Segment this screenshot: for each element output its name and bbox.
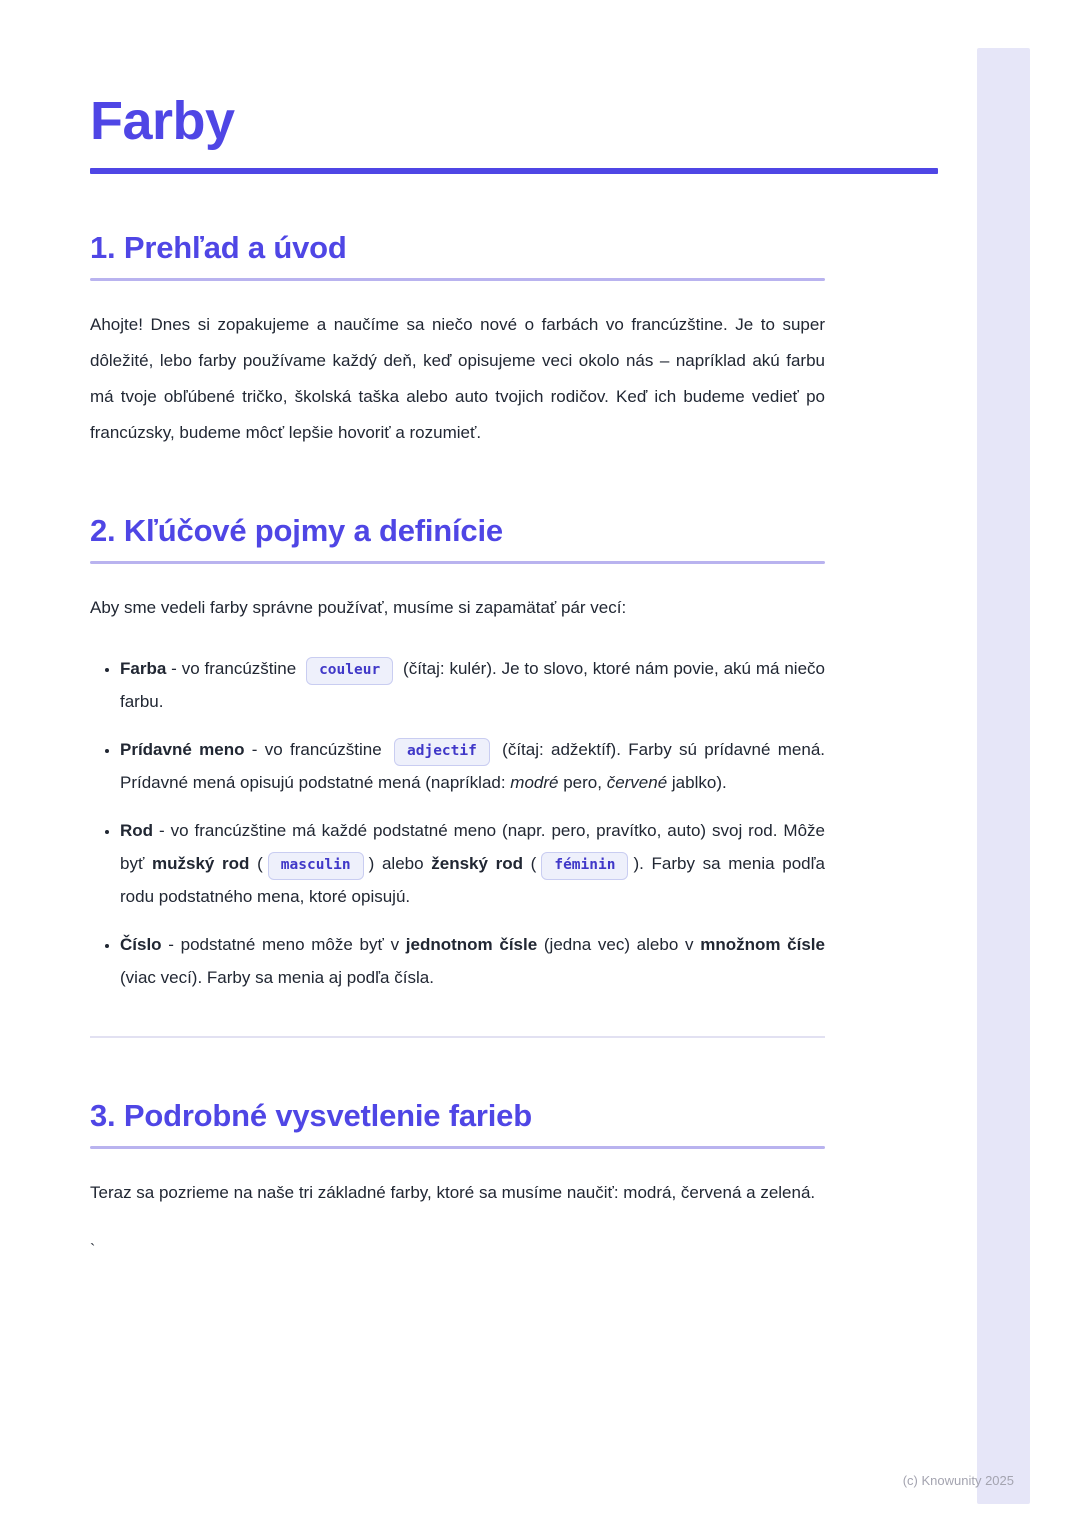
code-chip: masculin xyxy=(268,852,364,880)
bullet-segment: ( xyxy=(523,854,537,874)
section-rule xyxy=(90,1146,825,1149)
section-rule xyxy=(90,561,825,564)
section-heading-overview: 1. Prehľad a úvod xyxy=(90,230,347,266)
bullet-segment: (čítaj: adžektíf). Farby sú prídavné mená. Prídavné mená opisujú podstatné mená (napríklad: xyxy=(120,740,826,793)
section-overview xyxy=(90,230,1080,451)
bullet-segment: mužský rod xyxy=(152,854,250,874)
bullet-segment: ). Farby sa menia podľa rodu podstatného mena, ktoré opisujú. xyxy=(120,854,826,907)
code-chip: couleur xyxy=(306,657,393,685)
bullet-segment: Prídavné meno xyxy=(120,740,245,760)
bullet-segment: jablko). xyxy=(667,773,727,793)
bullet-segment: ) alebo xyxy=(368,854,432,874)
section-heading-key-terms: 2. Kľúčové pojmy a definície xyxy=(90,513,503,549)
bullet-segment: Číslo xyxy=(120,935,162,955)
key-terms-list xyxy=(90,652,825,994)
section-divider xyxy=(90,1036,825,1038)
list-item xyxy=(120,652,825,718)
bullet-segment: - vo francúzštine xyxy=(244,740,389,760)
bullet-segment: modré xyxy=(510,773,559,793)
bullet-segment: množnom čísle xyxy=(700,935,825,955)
key-terms-intro: Aby sme vedeli farby správne používať, musíme si zapamätať pár vecí: xyxy=(90,598,627,618)
list-item xyxy=(120,814,825,913)
bullet-segment: (jedna vec) alebo v xyxy=(537,935,701,955)
list-item xyxy=(120,733,825,799)
bullet-segment: (čítaj: kulér). Je to slovo, ktoré nám povie, akú má niečo farbu. xyxy=(120,659,825,712)
code-chip: féminin xyxy=(541,852,628,880)
bullet-segment: - vo francúzštine má každé podstatné meno (napr. pero, pravítko, auto) svoj rod. Môže byť xyxy=(120,821,825,874)
section-heading-detail: 3. Podrobné vysvetlenie farieb xyxy=(90,1098,532,1134)
copyright-footer: (c) Knowunity 2025 xyxy=(902,1473,1014,1488)
list-item xyxy=(120,928,825,994)
bullet-segment: (viac vecí). Farby sa menia aj podľa čísla. xyxy=(120,968,434,988)
page-title: Farby xyxy=(90,91,235,151)
bullet-segment: červené xyxy=(606,773,668,793)
code-chip: adjectif xyxy=(394,738,490,766)
bullet-segment: - vo francúzštine xyxy=(166,659,302,679)
bullet-segment: jednotnom čísle xyxy=(405,935,538,955)
detail-paragraph: Teraz sa pozrieme na naše tri základné farby, ktoré sa musíme naučiť: modrá, červená a zelená. xyxy=(90,1183,816,1203)
title-underline-rule xyxy=(90,168,938,174)
bullet-segment: ( xyxy=(249,854,263,874)
bullet-segment: Rod xyxy=(120,821,154,841)
bullet-segment: pero, xyxy=(558,773,607,793)
bullet-segment: Farba xyxy=(120,659,167,679)
section-detail xyxy=(90,1098,1080,1261)
stray-backtick: ` xyxy=(90,1242,96,1260)
bullet-segment: - podstatné meno môže byť v xyxy=(161,935,406,955)
bullet-segment: ženský rod xyxy=(431,854,523,874)
overview-paragraph: Ahojte! Dnes si zopakujeme a naučíme sa niečo nové o farbách vo francúzštine. Je to super dôležité, lebo farby používame každý deň, keď opisujeme veci okolo nás – napríklad akú farbu má tvoje obľúbené tričko, školská taška alebo auto tvojich rodičov. Keď ich budeme vedieť po francúzsky, budeme môcť lepšie hovoriť a rozumieť. xyxy=(90,315,825,443)
section-rule xyxy=(90,278,825,281)
section-key-terms xyxy=(90,513,1080,994)
